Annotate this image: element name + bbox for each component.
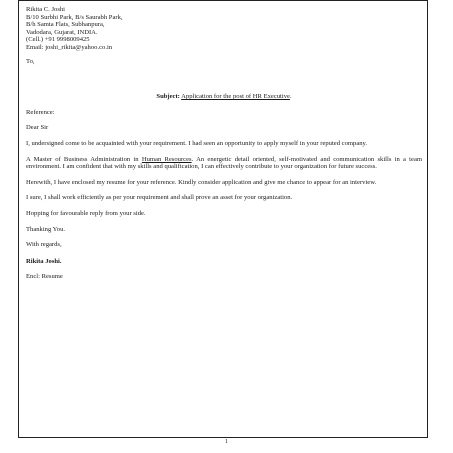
- paragraph-hope: Hopping for favourable reply from your side.: [26, 209, 146, 217]
- sender-address-line: B/h Samta Flats, Subhanpura,: [26, 21, 105, 29]
- sender-address-line: B/10 Surbhi Park, B/s Saurabh Park,: [26, 13, 123, 21]
- reference-line: Reference:: [26, 108, 55, 116]
- enclosure-line: Encl: Resume: [26, 273, 63, 281]
- closing-line: With regards,: [26, 241, 62, 249]
- letter-body: [26, 6, 422, 281]
- paragraph-text: A Master of Business Administration in: [26, 155, 142, 163]
- paragraph-assurance: I sure, I shall work efficiently as per your requirement and shall prove an asset for your organization.: [26, 194, 293, 202]
- subject-label: Subject:: [156, 93, 180, 101]
- sender-name: Rikita C. Joshi: [26, 6, 66, 13]
- paragraph-enclosed: Herewith, I have enclosed my resume for your reference. Kindly consider application and give me chance to appear for an interview.: [26, 178, 377, 186]
- signature-name: Rikita Joshi.: [26, 257, 62, 265]
- page-number: 1: [225, 439, 228, 445]
- to-line: To,: [26, 57, 35, 65]
- hr-link-text: Human Resources: [141, 155, 192, 163]
- sender-email: Email: joshi_rikita@yahoo.co.in: [26, 43, 113, 51]
- salutation: Dear Sir: [26, 124, 49, 132]
- sender-address-line: Vadodara, Gujarat, INDIA.: [26, 28, 98, 36]
- subject-text: Application for the post of HR Executive: [181, 93, 290, 101]
- paragraph-text: . An energetic detail oriented, self-motivated and communication skills in a team environment. I am confident that with my skills and qualification, I can effectively contribute to your organization for future success.: [26, 155, 422, 171]
- paragraph-intro: I, undersigned come to be acquainted with your requirement. I had seen an opportunity to apply myself in your reputed company.: [26, 139, 368, 147]
- subject-line: [26, 93, 422, 101]
- sender-block: [26, 6, 422, 52]
- thanks-line: Thanking You.: [26, 225, 66, 233]
- paragraph-qualification: [26, 156, 422, 171]
- subject-end: .: [289, 93, 292, 101]
- sender-phone: (Cell.) +91 9998009425: [26, 36, 90, 44]
